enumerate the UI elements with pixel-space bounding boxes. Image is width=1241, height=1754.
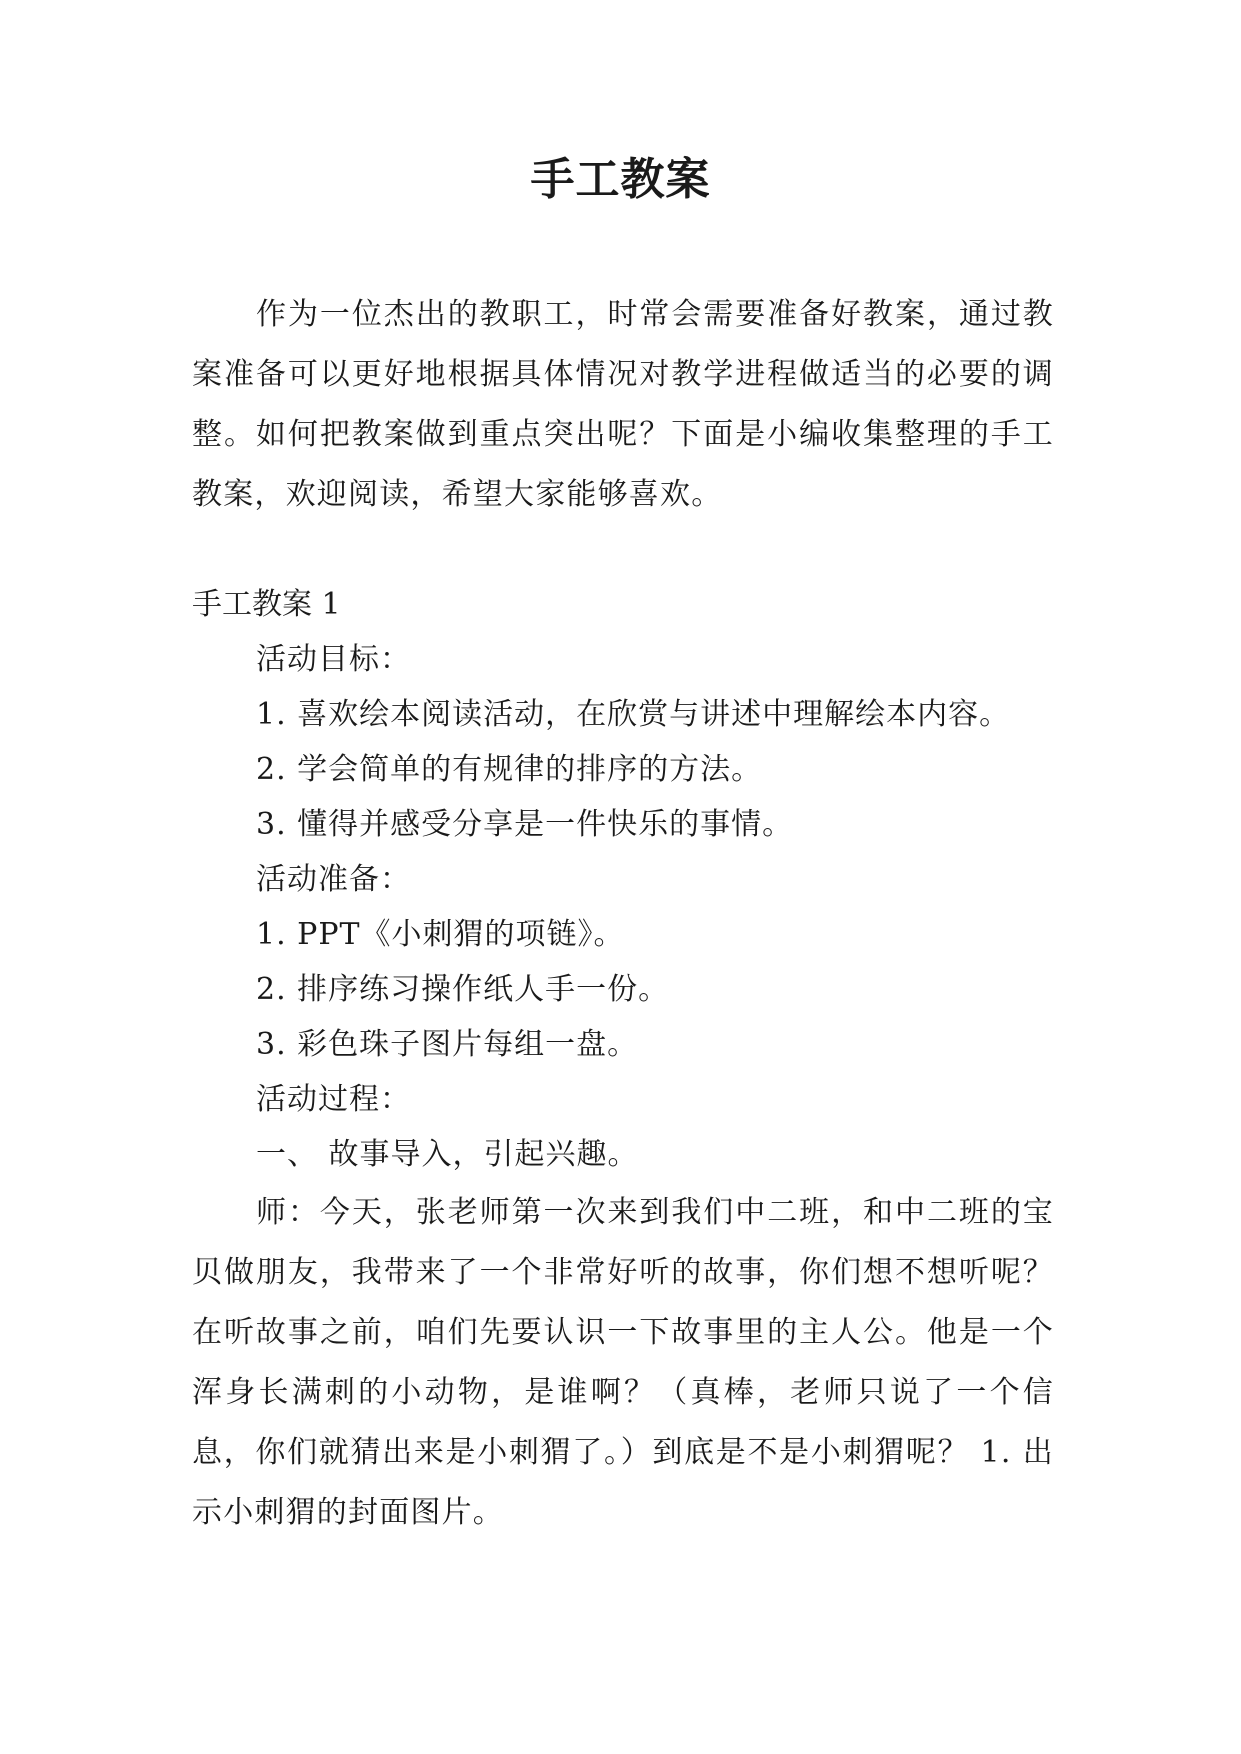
prep-item: 2. 排序练习操作纸人手一份。 bbox=[256, 972, 670, 1007]
goal-item: 2. 学会简单的有规律的排序的方法。 bbox=[256, 752, 763, 787]
process-step: 一、 故事导入，引起兴趣。 bbox=[256, 1137, 639, 1172]
goal-item: 1. 喜欢绘本阅读活动，在欣赏与讲述中理解绘本内容。 bbox=[256, 697, 1011, 732]
document-title: 手工教案 bbox=[530, 154, 711, 205]
intro-paragraph: 作为一位杰出的教职工，时常会需要准备好教案，通过教案准备可以更好地根据具体情况对教学进程做适当的必要的调整。如何把教案做到重点突出呢？下面是小编收集整理的手工教案，欢迎阅读，希望大家能够喜欢。 bbox=[192, 297, 1054, 512]
process-label: 活动过程： bbox=[256, 1082, 411, 1117]
prep-label: 活动准备： bbox=[256, 862, 411, 897]
prep-item: 1. PPT《小刺猬的项链》。 bbox=[256, 917, 625, 952]
prep-item: 3. 彩色珠子图片每组一盘。 bbox=[256, 1027, 639, 1062]
section-heading: 手工教案 1 bbox=[192, 587, 341, 622]
goal-item: 3. 懂得并感受分享是一件快乐的事情。 bbox=[256, 807, 794, 842]
story-paragraph: 师：今天，张老师第一次来到我们中二班，和中二班的宝贝做朋友，我带来了一个非常好听的故事，你们想不想听呢？在听故事之前，咱们先要认识一下故事里的主人公。他是一个浑身长满刺的小动物，是谁啊？（真棒，老师只说了一个信息，你们就猜出来是小刺猬了。）到底是不是小刺猬呢？ 1. 出示小刺猬的封面图片。 bbox=[192, 1195, 1054, 1530]
goals-label: 活动目标： bbox=[256, 642, 411, 677]
